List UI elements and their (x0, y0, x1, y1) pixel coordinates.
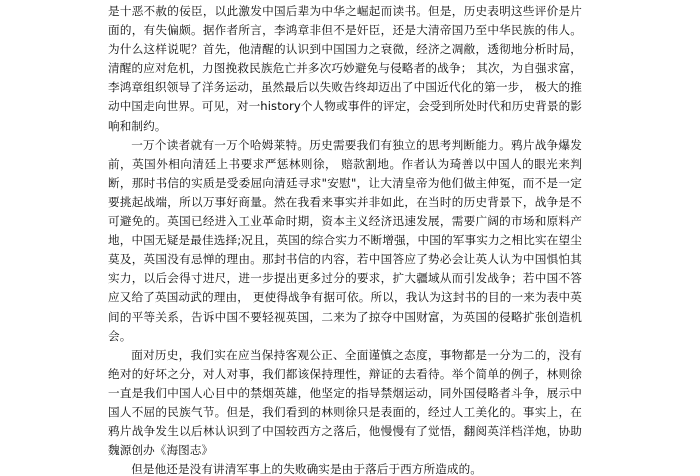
paragraph: 面对历史，我们实在应当保持客观公正、全面谨慎之态度，事物都是一分为二的，没有绝对的好坏之分，对人对事，我们都该保持理性，辩证的去看待。举个简单的例子，林则徐一直是我们中国人心目中的禁烟英雄，他坚定的指导禁烟运动，同外国侵略者斗争，展示中国人不屈的民族气节。但是，我们看到的林则徐只是表面的，经过人工美化的。事实上，在鸦片战争发生以后林认识到了中国较西方之落后，他慢慢有了觉悟，翻阅英洋档洋炮，协助魏源创办《海图志》 (108, 347, 582, 458)
paragraph: 一万个读者就有一万个哈姆莱特。历史需要我们有独立的思考判断能力。鸦片战争爆发前，英国外相向清廷上书要求严惩林则徐， 赔款割地。作者认为琦善以中国人的眼光来判断，那时书信的实质是受委屈向清廷寻求"安慰"，让大清皇帝为他们做主伸冤，而不是一定要挑起战端，所以万事好商量。然在我看来事实并非如此，在当时的历史背景下，战争是不可避免的。英国已经进入工业革命时期，资本主义经济迅速发展，需要广阔的市场和原料产地，中国无疑是最佳选择;况且，英国的综合实力不断增强，中国的军事实力之相比实在望尘莫及，英国没有忌惮的理由。那封书信的内容，若中国答应了势必会让英人认为中国惧怕其实力，以后会得寸进尺，进一步提出更多过分的要求，扩大疆域从而引发战争；若中国不答应又给了英国动武的理由， 更使得战争有据可依。所以，我认为这封书的目的一来为表中英间的平等关系，告诉中国不要轻视英国，二来为了掠夺中国财富，为英国的侵略扩张创造机会。 (108, 137, 582, 343)
document-body (108, 0, 582, 476)
paragraph: 是十恶不赦的佞臣，以此激发中国后辈为中华之崛起而读书。但是，历史表明这些评价是片面的，有失偏颇。据作者所言，李鸿章非但不是奸臣，还是大清帝国乃至中华民族的伟人。为什么这样说呢？首先，他清醒的认识到中国国力之衰微，经济之凋敝，透彻地分析时局，清醒的应对危机，力图挽救民族危亡并多次巧妙避免与侵略者的战争； 其次，为自强求富，李鸿章组织领导了洋务运动，虽然最后以失败告终却迈出了中国近代化的第一步， 极大的推动中国走向世界。可见，对一history个人物或事件的评定，会受到所处时代和历史背景的影响和制约。 (108, 4, 582, 133)
paragraph-clipped: 但是他还是没有讲清军事上的失败确实是由于落后于西方所造成的。 (131, 462, 483, 476)
